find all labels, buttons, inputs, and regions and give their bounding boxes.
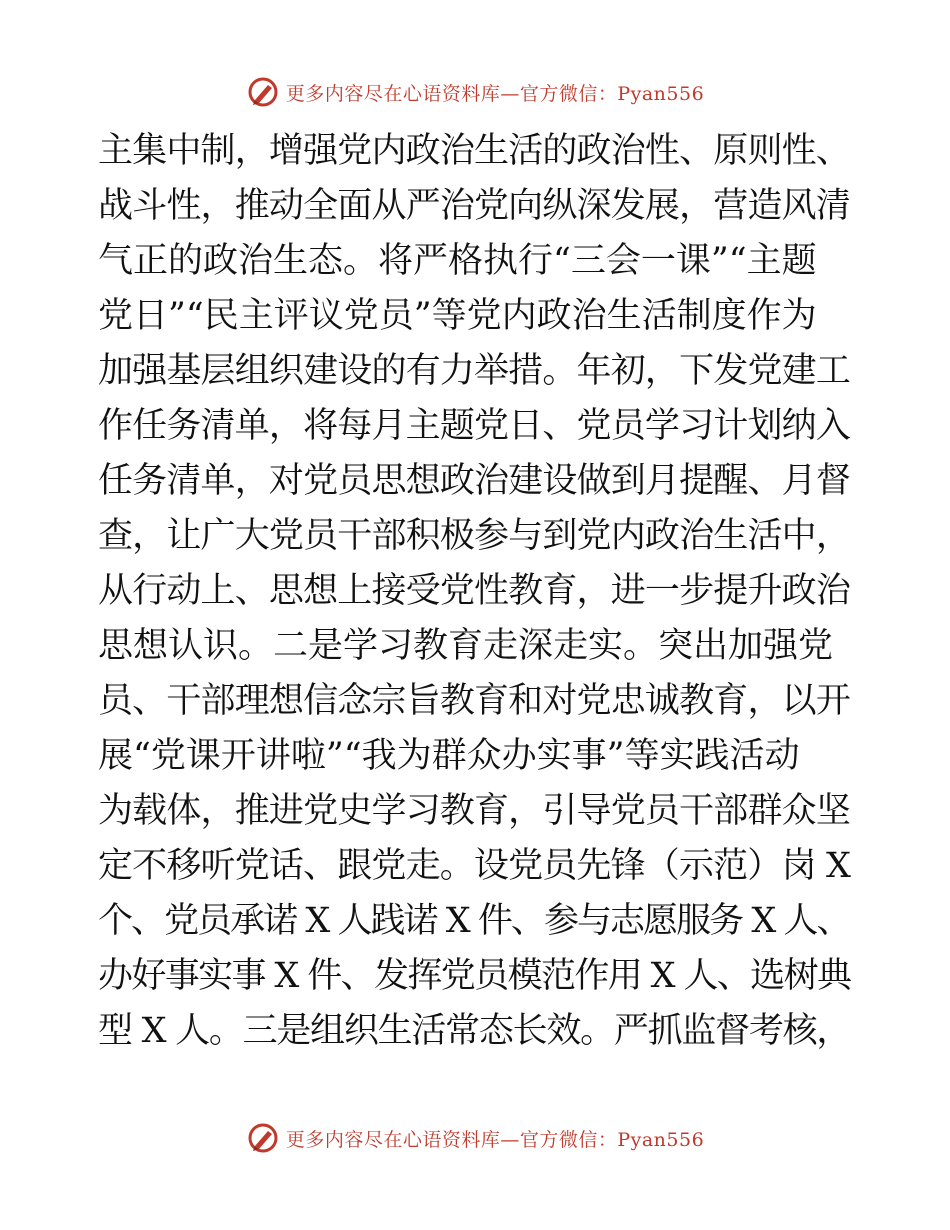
text-line: 定不移听党话、跟党走。设党员先锋（示范）岗 X: [98, 846, 851, 886]
text-line: 思想认识。二是学习教育走深走实。突出加强党: [98, 626, 834, 666]
text-line: 气正的政治生态。将严格执行“三会一课”“主题: [98, 241, 817, 281]
text-line: 查，让广大党员干部积极参与到党内政治生活中，: [98, 516, 851, 556]
text-line: 主集中制，增强党内政治生活的政治性、原则性、: [98, 131, 851, 171]
text-line: 加强基层组织建设的有力举措。年初，下发党建工: [98, 351, 851, 391]
text-line: 作任务清单，将每月主题党日、党员学习计划纳入: [98, 406, 851, 446]
header-watermark: [0, 72, 950, 112]
document-body: [98, 124, 850, 1059]
text-line: 党日”“民主评议党员”等党内政治生活制度作为: [98, 296, 817, 336]
text-line: 展“党课开讲啦”“我为群众办实事”等实践活动: [98, 736, 800, 776]
text-line: 战斗性，推动全面从严治党向纵深发展，营造风清: [98, 186, 851, 226]
text-line: 办好事实事 X 件、发挥党员模范作用 X 人、选树典: [98, 956, 851, 996]
text-line: 个、党员承诺 X 人践诺 X 件、参与志愿服务 X 人、: [98, 901, 850, 941]
pen-logo-icon: [246, 1121, 280, 1155]
text-line: 从行动上、思想上接受党性教育，进一步提升政治: [98, 571, 851, 611]
watermark-text: 更多内容尽在心语资料库—官方微信：Pyan556: [285, 1128, 705, 1151]
footer-watermark: [0, 1118, 950, 1158]
text-line: 员、干部理想信念宗旨教育和对党忠诚教育，以开: [98, 681, 851, 721]
text-line: 为载体，推进党史学习教育，引导党员干部群众坚: [98, 791, 851, 831]
text-line: 型 X 人。三是组织生活常态长效。严抓监督考核，: [98, 1011, 851, 1051]
pen-logo-icon: [246, 75, 280, 109]
text-line: 任务清单，对党员思想政治建设做到月提醒、月督: [98, 461, 851, 501]
watermark-text: 更多内容尽在心语资料库—官方微信：Pyan556: [285, 82, 705, 105]
